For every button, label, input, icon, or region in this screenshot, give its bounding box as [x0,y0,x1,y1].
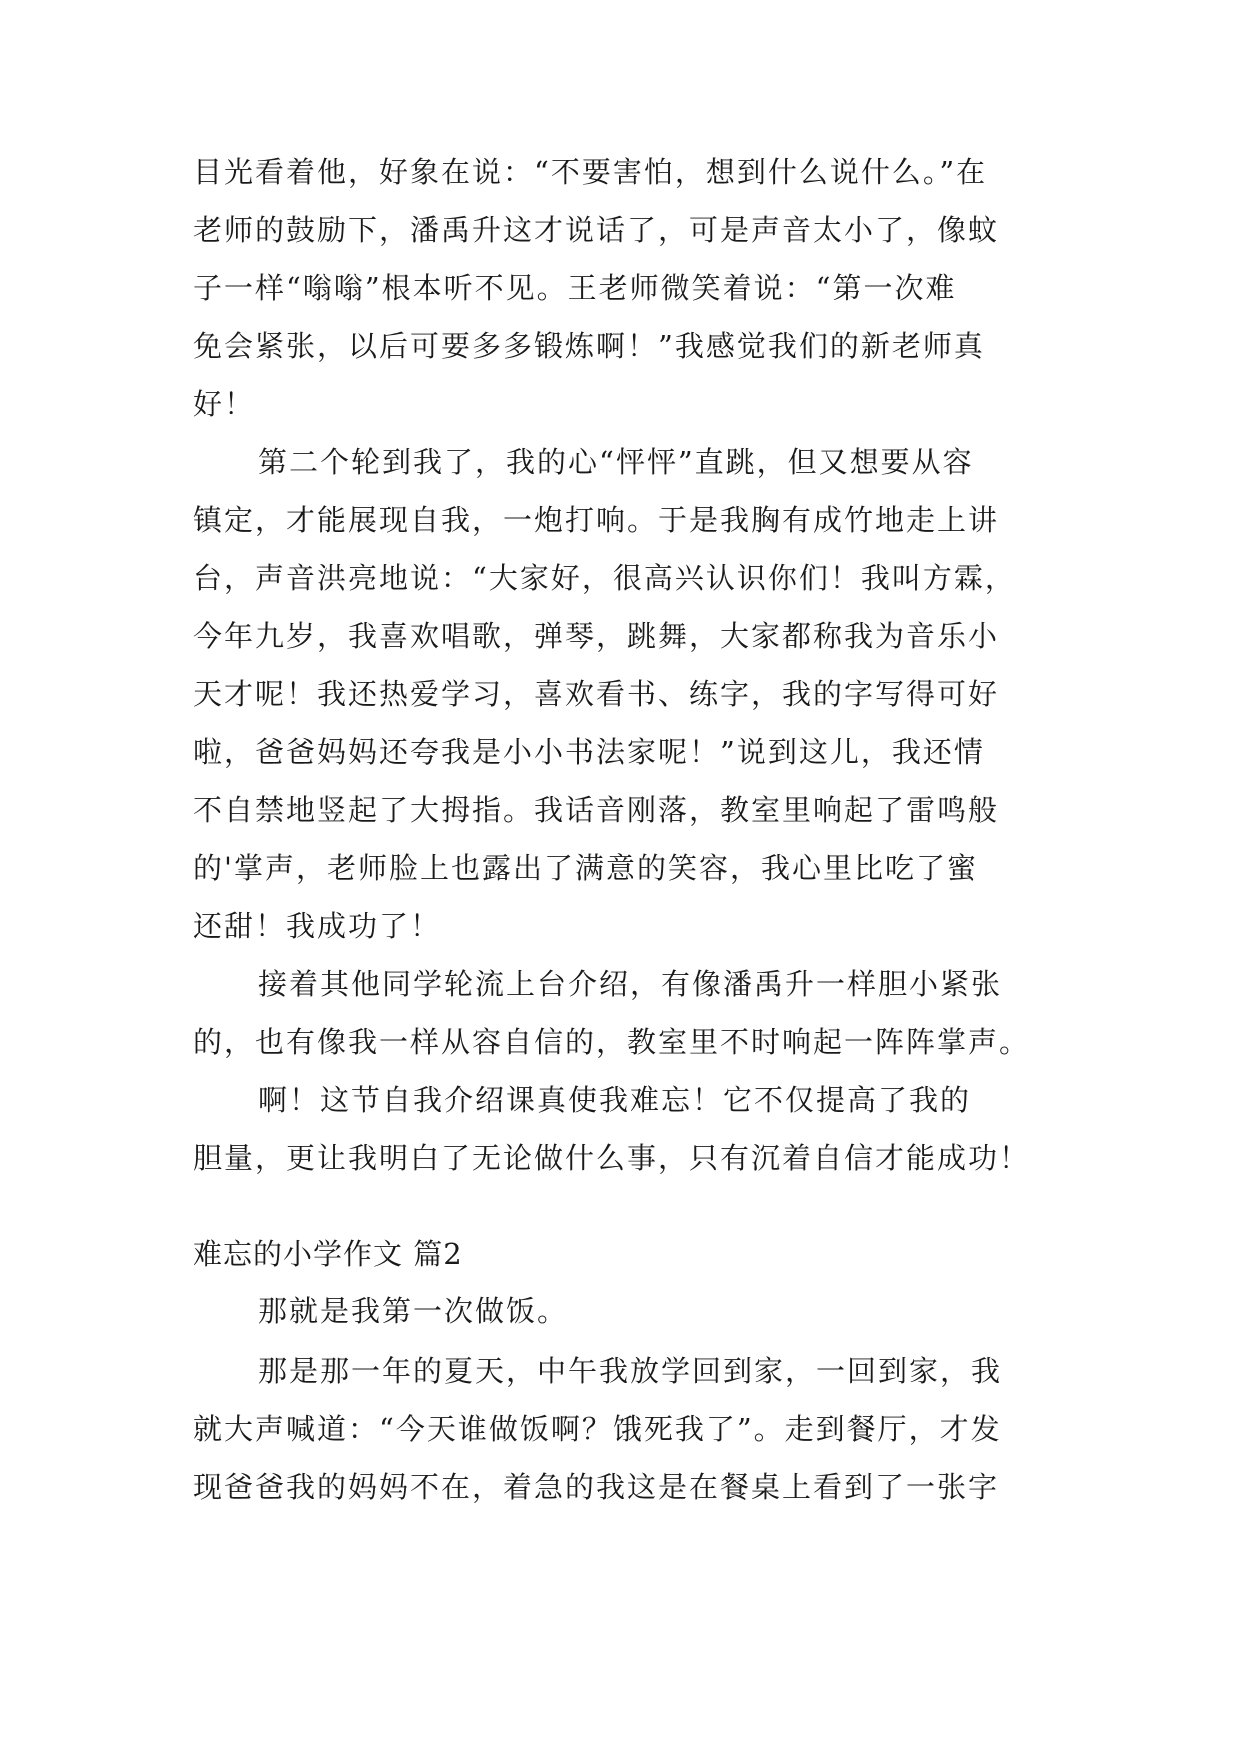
text-line: 免会紧张，以后可要多多锻炼啊！”我感觉我们的新老师真 [193,329,985,363]
text-line: 镇定，才能展现自我，一炮打响。于是我胸有成竹地走上讲 [193,503,1000,537]
text-line: 接着其他同学轮流上台介绍，有像潘禹升一样胆小紧张 [258,967,1003,1001]
text-line: 不自禁地竖起了大拇指。我话音刚落，教室里响起了雷鸣般 [193,793,1000,827]
text-line: 好！ [193,387,256,421]
text-line: 啦，爸爸妈妈还夸我是小小书法家呢！”说到这儿，我还情 [193,735,985,769]
text-line: 的'掌声，老师脸上也露出了满意的笑容，我心里比吃了蜜 [193,851,978,885]
text-line: 那是那一年的夏天，中午我放学回到家，一回到家，我 [258,1354,1003,1388]
text-line: 台，声音洪亮地说：“大家好，很高兴认识你们！我叫方霖， [193,561,1016,595]
text-line: 的，也有像我一样从容自信的，教室里不时响起一阵阵掌声。 [193,1025,1031,1059]
section-heading: 难忘的小学作文 篇2 [193,1237,463,1271]
text-line: 那就是我第一次做饭。 [258,1294,569,1328]
text-line: 就大声喊道：“今天谁做饭啊？饿死我了”。走到餐厅，才发 [193,1412,1002,1446]
text-line: 今年九岁，我喜欢唱歌，弹琴，跳舞，大家都称我为音乐小 [193,619,1000,653]
text-line: 子一样“嗡嗡”根本听不见。王老师微笑着说：“第一次难 [193,271,957,305]
text-line: 现爸爸我的妈妈不在，着急的我这是在餐桌上看到了一张字 [193,1470,1000,1504]
text-line: 老师的鼓励下，潘禹升这才说话了，可是声音太小了，像蚊 [193,213,1000,247]
text-line: 第二个轮到我了，我的心“怦怦”直跳，但又想要从容 [258,445,974,479]
text-line: 目光看着他，好象在说：“不要害怕，想到什么说什么。”在 [193,155,988,189]
text-line: 胆量，更让我明白了无论做什么事，只有沉着自信才能成功！ [193,1141,1031,1175]
text-line: 还甜！我成功了！ [193,909,442,943]
text-line: 天才呢！我还热爱学习，喜欢看书、练字，我的字写得可好 [193,677,1000,711]
text-line: 啊！这节自我介绍课真使我难忘！它不仅提高了我的 [258,1083,972,1117]
